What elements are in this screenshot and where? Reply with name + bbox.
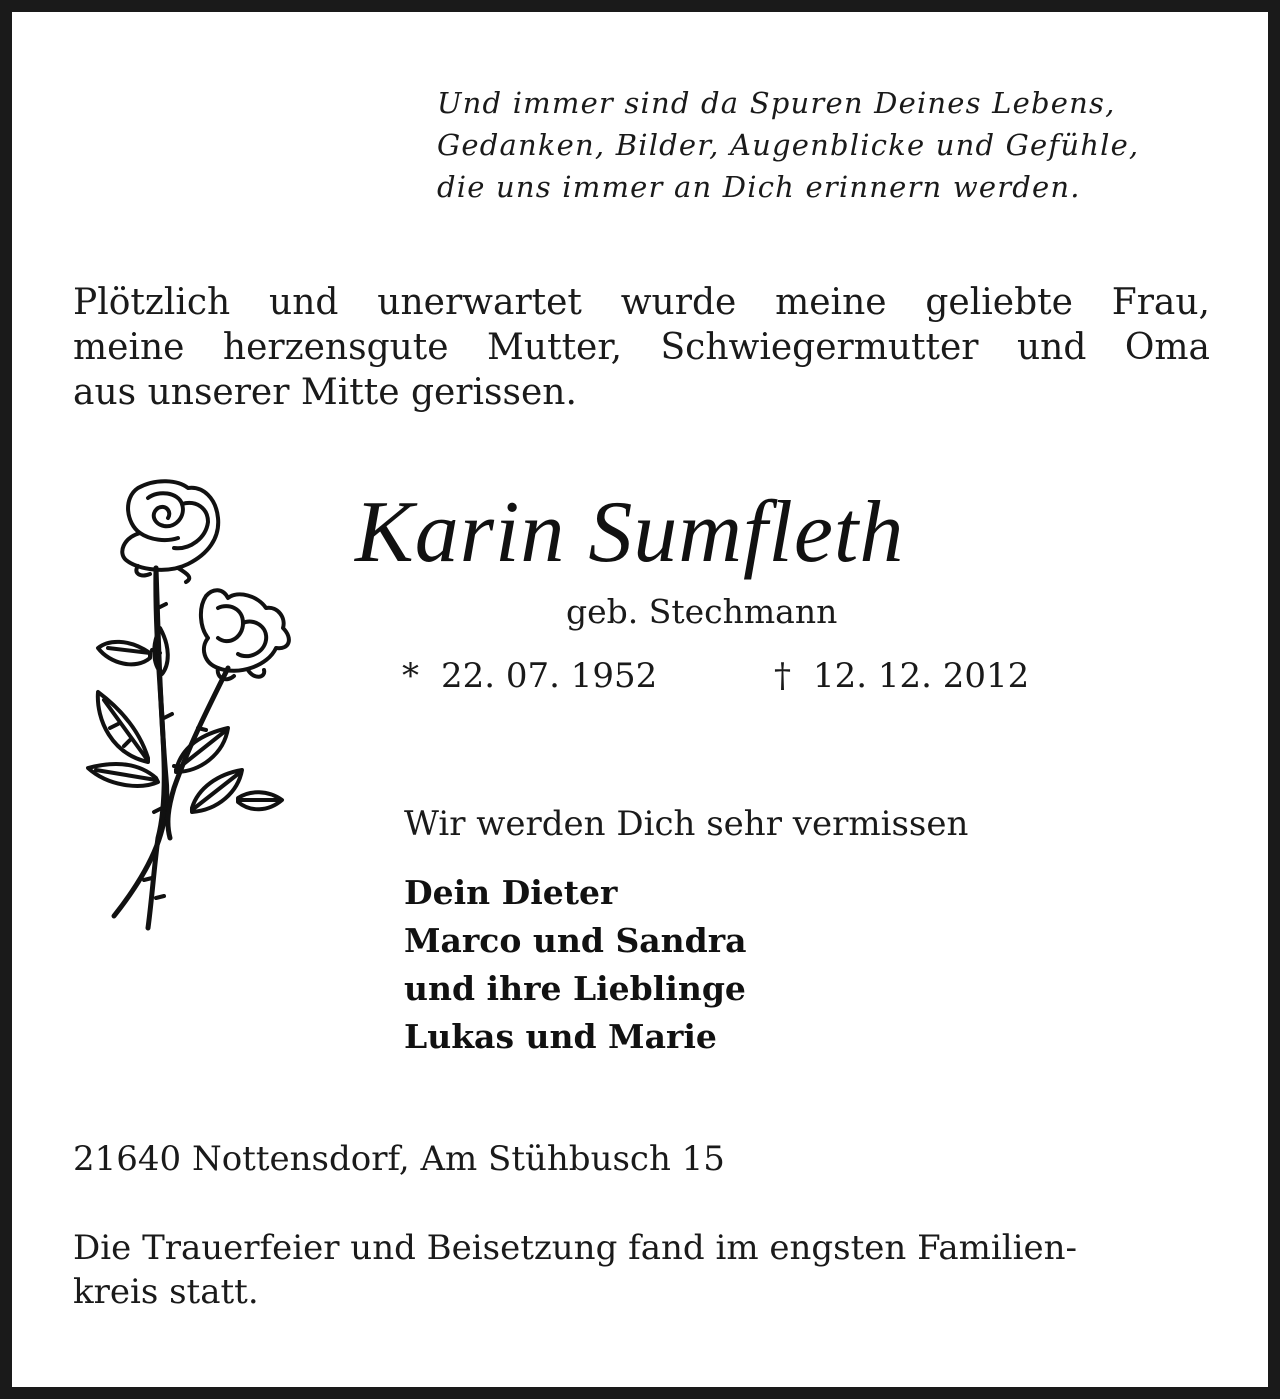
intro-line: meine herzensgute Mutter, Schwiegermutter und Oma — [73, 327, 1210, 368]
birth-date-group — [402, 654, 657, 698]
motto-line: Und immer sind da Spuren Deines Lebens, — [437, 86, 1116, 120]
ceremony-line: Die Trauerfeier und Beisetzung fand im engsten Familien- — [73, 1228, 1078, 1268]
death-date-group — [774, 654, 1029, 698]
ceremony-line: kreis statt. — [73, 1272, 259, 1312]
deceased-name: Karin Sumfleth — [355, 484, 905, 581]
birth-star-icon: * — [402, 656, 419, 696]
mourner-name: Dein Dieter — [404, 873, 618, 912]
mourner-name: und ihre Lieblinge — [404, 969, 746, 1008]
mourners-list — [404, 869, 747, 1061]
birth-date: 22. 07. 1952 — [441, 656, 658, 696]
family-address: 21640 Nottensdorf, Am Stühbusch 15 — [73, 1139, 725, 1179]
intro-paragraph — [73, 280, 1210, 415]
life-dates — [402, 654, 1062, 698]
ceremony-note — [73, 1226, 1210, 1314]
mourner-name: Lukas und Marie — [404, 1017, 717, 1056]
death-date: 12. 12. 2012 — [813, 656, 1030, 696]
motto-line: die uns immer an Dich erinnern werden. — [437, 170, 1081, 204]
intro-line: aus unserer Mitte gerissen. — [73, 372, 577, 413]
intro-line: Plötzlich und unerwartet wurde meine geliebte Frau, — [73, 282, 1210, 323]
rose-icon — [78, 478, 298, 938]
death-cross-icon: † — [774, 656, 791, 696]
motto-verse — [437, 82, 1227, 208]
mourners-message: Wir werden Dich sehr vermissen — [404, 804, 969, 844]
mourner-name: Marco und Sandra — [404, 921, 747, 960]
maiden-name: geb. Stechmann — [566, 592, 838, 631]
motto-line: Gedanken, Bilder, Augenblicke und Gefühle, — [437, 128, 1140, 162]
